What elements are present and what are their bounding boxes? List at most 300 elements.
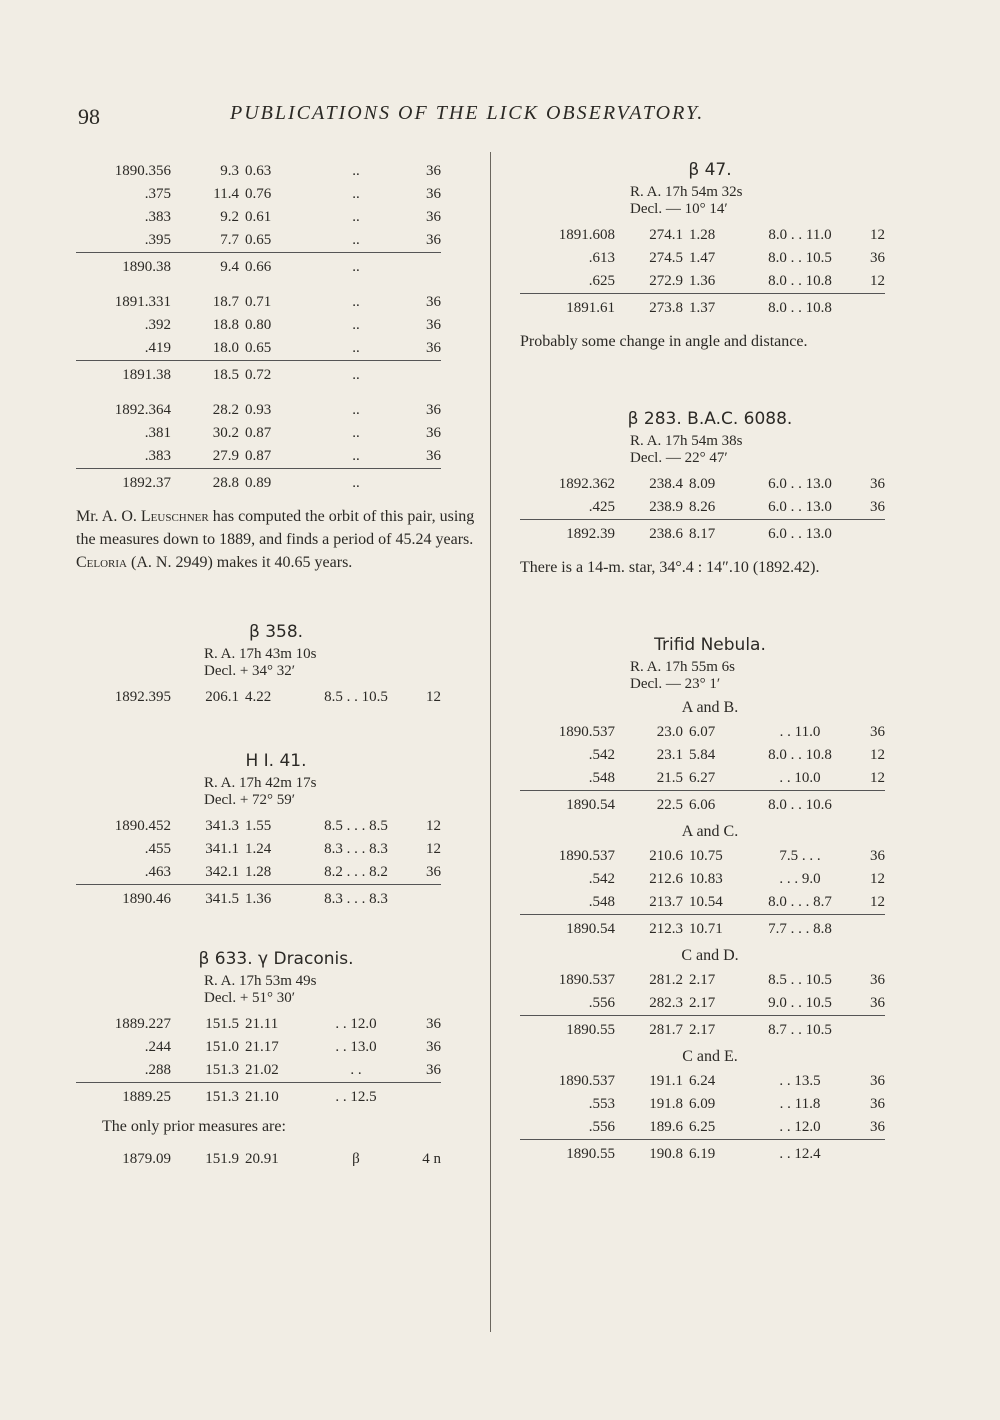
table-row: [76, 291, 441, 314]
nights-cell: 36: [426, 1062, 441, 1078]
magnitude-cell: ..: [301, 253, 411, 280]
measures-table-b47: [520, 224, 885, 320]
table-row: [520, 721, 885, 744]
magnitude-cell: ..: [352, 232, 360, 248]
nights-cell: [855, 915, 885, 942]
distance-cell: 2.17: [683, 1016, 745, 1043]
epoch-cell: 1891.38: [76, 361, 187, 388]
epoch-cell: 1890.356: [114, 163, 171, 179]
angle-cell: 22.5: [631, 791, 683, 818]
table-row: [76, 686, 441, 709]
angle-cell: 238.4: [649, 476, 683, 492]
measures-table-h41: [76, 815, 441, 911]
table-row: [520, 767, 885, 791]
mean-row: [76, 885, 441, 912]
angle-cell: 151.3: [187, 1083, 239, 1110]
distance-cell: 6.24: [689, 1073, 716, 1089]
epoch-cell: 1892.362: [558, 476, 615, 492]
magnitude-cell: ..: [352, 163, 360, 179]
mean-row: [520, 1016, 885, 1043]
angle-cell: 9.4: [187, 253, 239, 280]
nights-cell: 12: [426, 818, 441, 834]
magnitude-cell: 7.7 . . . 8.8: [745, 915, 855, 942]
star-heading-b633: β 633. γ Draconis.: [198, 949, 354, 969]
magnitude-cell: 8.5 . . 10.5: [768, 972, 832, 988]
magnitude-cell: 8.0 . . 11.0: [768, 227, 832, 243]
magnitude-cell: . . 11.8: [779, 1096, 821, 1112]
measures-table-b358: [76, 686, 441, 709]
star-heading-h41: H I. 41.: [245, 751, 307, 771]
epoch-cell: .425: [588, 499, 615, 515]
distance-cell: 6.25: [689, 1119, 716, 1135]
table-row: [520, 496, 885, 520]
distance-cell: 0.66: [239, 253, 301, 280]
epoch-cell: 1891.61: [520, 294, 631, 321]
angle-cell: 341.3: [205, 818, 239, 834]
distance-cell: 0.63: [245, 163, 272, 179]
nights-cell: [411, 469, 441, 496]
magnitude-cell: . . 11.0: [779, 724, 821, 740]
table-row: [520, 224, 885, 247]
angle-cell: 281.7: [631, 1016, 683, 1043]
distance-cell: 1.37: [683, 294, 745, 321]
magnitude-cell: 8.0 . . 10.8: [768, 273, 832, 289]
nights-cell: 36: [870, 1073, 885, 1089]
magnitude-cell: . .: [350, 1062, 362, 1078]
table-row: [520, 992, 885, 1016]
table-row: [520, 247, 885, 270]
distance-cell: 8.26: [689, 499, 716, 515]
magnitude-cell: 8.3 . . . 8.3: [324, 841, 388, 857]
prior-measures-table: [76, 1148, 441, 1171]
nights-cell: 36: [426, 1039, 441, 1055]
table-row: [76, 160, 441, 183]
coords-b633: R. A. 17h 53m 49s Decl. + 51° 30′: [204, 973, 317, 1006]
distance-cell: 1.47: [689, 250, 716, 266]
epoch-cell: 1890.537: [558, 1073, 615, 1089]
epoch-cell: 1890.537: [558, 724, 615, 740]
nights-cell: [855, 520, 885, 547]
nights-cell: [855, 294, 885, 321]
angle-cell: 212.6: [649, 871, 683, 887]
distance-cell: 6.27: [689, 770, 716, 786]
angle-cell: 151.5: [205, 1016, 239, 1032]
distance-cell: 21.17: [245, 1039, 279, 1055]
nights-cell: 12: [870, 747, 885, 763]
epoch-cell: 1890.55: [520, 1016, 631, 1043]
epoch-cell: .463: [144, 864, 171, 880]
table-row: [76, 422, 441, 445]
orbit-paragraph: Mr. A. O. Leuschner has computed the orbit of this pair, using the measures down to 1889, and finds a period of 45.24 years. Celoria (A. N. 2949) makes it 40.65 years.: [76, 508, 475, 571]
measures-table: [76, 160, 441, 495]
magnitude-cell: . . 13.5: [779, 1073, 821, 1089]
epoch-cell: .395: [144, 232, 171, 248]
angle-cell: 151.9: [205, 1151, 239, 1167]
angle-cell: 238.6: [631, 520, 683, 547]
magnitude-cell: . . 12.5: [301, 1083, 411, 1110]
nights-cell: [855, 791, 885, 818]
distance-cell: 0.65: [245, 340, 272, 356]
epoch-cell: 1892.39: [520, 520, 631, 547]
epoch-cell: .542: [588, 747, 615, 763]
mean-row: [520, 915, 885, 942]
distance-cell: 21.10: [239, 1083, 301, 1110]
magnitude-cell: ..: [352, 186, 360, 202]
coords-b283: R. A. 17h 54m 38s Decl. — 22° 47′: [630, 433, 743, 466]
table-row: [76, 399, 441, 422]
magnitude-cell: ..: [352, 209, 360, 225]
nights-cell: [411, 885, 441, 912]
angle-cell: 151.0: [205, 1039, 239, 1055]
magnitude-cell: ..: [352, 340, 360, 356]
magnitude-cell: ..: [352, 402, 360, 418]
coords-h41: R. A. 17h 42m 17s Decl. + 72° 59′: [204, 775, 317, 808]
angle-cell: 28.2: [212, 402, 239, 418]
angle-cell: 212.3: [631, 915, 683, 942]
angle-cell: 9.3: [220, 163, 239, 179]
subhead-c-d: C and D.: [681, 947, 739, 964]
magnitude-cell: 7.5 . . .: [779, 848, 821, 864]
nights-cell: [411, 361, 441, 388]
magnitude-cell: 8.7 . . 10.5: [745, 1016, 855, 1043]
angle-cell: 274.1: [649, 227, 683, 243]
epoch-cell: .613: [588, 250, 615, 266]
distance-cell: 1.55: [245, 818, 272, 834]
epoch-cell: 1890.55: [520, 1140, 631, 1167]
nights-cell: 36: [870, 995, 885, 1011]
angle-cell: 189.6: [649, 1119, 683, 1135]
nights-cell: 36: [870, 972, 885, 988]
angle-cell: 28.8: [187, 469, 239, 496]
epoch-cell: 1890.46: [76, 885, 187, 912]
distance-cell: 10.71: [683, 915, 745, 942]
epoch-cell: 1892.37: [76, 469, 187, 496]
nights-cell: 12: [426, 841, 441, 857]
distance-cell: 8.09: [689, 476, 716, 492]
nights-cell: 12: [426, 689, 441, 705]
nights-cell: 36: [426, 209, 441, 225]
epoch-cell: .244: [144, 1039, 171, 1055]
distance-cell: 10.83: [689, 871, 723, 887]
epoch-cell: 1891.608: [558, 227, 615, 243]
epoch-cell: 1889.25: [76, 1083, 187, 1110]
nights-cell: 36: [870, 499, 885, 515]
distance-cell: 1.24: [245, 841, 272, 857]
angle-cell: 9.2: [220, 209, 239, 225]
table-row: [520, 891, 885, 915]
angle-cell: 274.5: [649, 250, 683, 266]
mean-row: [520, 791, 885, 818]
magnitude-cell: 9.0 . . 10.5: [768, 995, 832, 1011]
table-row: [76, 1013, 441, 1036]
distance-cell: 21.02: [245, 1062, 279, 1078]
nights-cell: 12: [870, 273, 885, 289]
nights-cell: 36: [426, 340, 441, 356]
mean-row: [76, 361, 441, 388]
running-head: PUBLICATIONS OF THE LICK OBSERVATORY.: [230, 102, 705, 124]
angle-cell: 190.8: [631, 1140, 683, 1167]
distance-cell: 0.80: [245, 317, 272, 333]
magnitude-cell: 8.2 . . . 8.2: [324, 864, 388, 880]
measures-table-a-c: [520, 845, 885, 941]
magnitude-cell: 8.0 . . 10.5: [768, 250, 832, 266]
table-row: [520, 969, 885, 992]
angle-cell: 151.3: [205, 1062, 239, 1078]
distance-cell: 0.71: [245, 294, 272, 310]
nights-cell: [855, 1016, 885, 1043]
epoch-cell: 1890.537: [558, 848, 615, 864]
nights-cell: 36: [426, 425, 441, 441]
table-row: [520, 473, 885, 496]
table-row: [76, 838, 441, 861]
note-b47: Probably some change in angle and distance.: [520, 333, 808, 350]
angle-cell: 191.8: [649, 1096, 683, 1112]
angle-cell: 191.1: [649, 1073, 683, 1089]
name-celoria: Celoria: [76, 554, 127, 571]
distance-cell: 0.87: [245, 448, 272, 464]
angle-cell: 7.7: [220, 232, 239, 248]
mean-row: [520, 520, 885, 547]
nights-cell: 36: [426, 864, 441, 880]
angle-cell: 213.7: [649, 894, 683, 910]
distance-cell: 0.76: [245, 186, 272, 202]
table-row: [520, 1116, 885, 1140]
measures-table-c-e: [520, 1070, 885, 1166]
nights-cell: 36: [426, 448, 441, 464]
epoch-cell: 1891.331: [114, 294, 171, 310]
distance-cell: 1.28: [245, 864, 272, 880]
table-row: [76, 229, 441, 253]
nights-cell: 36: [426, 232, 441, 248]
epoch-cell: .419: [144, 340, 171, 356]
distance-cell: 6.09: [689, 1096, 716, 1112]
angle-cell: 18.0: [212, 340, 239, 356]
epoch-cell: 1890.452: [114, 818, 171, 834]
distance-cell: 4.22: [245, 689, 272, 705]
distance-cell: 6.06: [683, 791, 745, 818]
distance-cell: 1.36: [239, 885, 301, 912]
angle-cell: 206.1: [205, 689, 239, 705]
distance-cell: 20.91: [245, 1151, 279, 1167]
nights-cell: 36: [426, 186, 441, 202]
epoch-cell: .383: [144, 209, 171, 225]
angle-cell: 282.3: [649, 995, 683, 1011]
table-row: [76, 183, 441, 206]
row-gap: [76, 387, 441, 399]
angle-cell: 27.9: [212, 448, 239, 464]
table-row: [76, 815, 441, 838]
mean-row: [520, 1140, 885, 1167]
name-leuschner: Leuschner: [140, 508, 209, 525]
distance-cell: 10.54: [689, 894, 723, 910]
note-b283: There is a 14-m. star, 34°.4 : 14″.10 (1892.42).: [520, 559, 820, 576]
magnitude-cell: ..: [301, 361, 411, 388]
magnitude-cell: ..: [352, 294, 360, 310]
angle-cell: 18.8: [212, 317, 239, 333]
nights-cell: 36: [870, 724, 885, 740]
table-row: [520, 1093, 885, 1116]
epoch-cell: .288: [144, 1062, 171, 1078]
distance-cell: 1.28: [689, 227, 716, 243]
coords-trifid: R. A. 17h 55m 6s Decl. — 23° 1′: [630, 659, 736, 692]
table-row: [520, 1070, 885, 1093]
magnitude-cell: . . 12.0: [779, 1119, 821, 1135]
nights-cell: 36: [426, 163, 441, 179]
epoch-cell: .625: [588, 273, 615, 289]
nights-cell: 36: [426, 317, 441, 333]
nights-cell: 4 n: [422, 1151, 441, 1167]
epoch-cell: .375: [144, 186, 171, 202]
magnitude-cell: 8.5 . . . 8.5: [324, 818, 388, 834]
subhead-c-e: C and E.: [682, 1048, 738, 1065]
angle-cell: 341.1: [205, 841, 239, 857]
distance-cell: 0.89: [239, 469, 301, 496]
coords-b47: R. A. 17h 54m 32s Decl. — 10° 14′: [630, 184, 743, 217]
magnitude-cell: 8.5 . . 10.5: [324, 689, 388, 705]
magnitude-cell: 8.0 . . 10.6: [745, 791, 855, 818]
distance-cell: 10.75: [689, 848, 723, 864]
magnitude-cell: . . 12.4: [745, 1140, 855, 1167]
nights-cell: 36: [426, 402, 441, 418]
epoch-cell: .383: [144, 448, 171, 464]
table-row: [76, 314, 441, 337]
star-heading-b283: β 283. B.A.C. 6088.: [627, 409, 793, 429]
magnitude-cell: 6.0 . . 13.0: [745, 520, 855, 547]
epoch-cell: .455: [144, 841, 171, 857]
magnitude-cell: . . 12.0: [335, 1016, 377, 1032]
magnitude-cell: 8.0 . . . 8.7: [768, 894, 832, 910]
star-heading-trifid: Trifid Nebula.: [654, 635, 766, 655]
nights-cell: [411, 1083, 441, 1110]
mean-row: [520, 294, 885, 321]
epoch-cell: 1879.09: [122, 1151, 171, 1167]
page-number: 98: [78, 104, 100, 129]
nights-cell: 12: [870, 770, 885, 786]
left-column: [76, 160, 476, 1171]
epoch-cell: 1890.537: [558, 972, 615, 988]
nights-cell: 12: [870, 894, 885, 910]
coords-b358: R. A. 17h 43m 10s Decl. + 34° 32′: [204, 646, 317, 679]
prior-note: The only prior measures are:: [102, 1118, 286, 1135]
epoch-cell: .548: [588, 894, 615, 910]
magnitude-cell: . . 13.0: [335, 1039, 377, 1055]
measures-table-a-b: [520, 721, 885, 817]
nights-cell: 12: [870, 871, 885, 887]
epoch-cell: .542: [588, 871, 615, 887]
distance-cell: 2.17: [689, 995, 716, 1011]
epoch-cell: .548: [588, 770, 615, 786]
nights-cell: 36: [870, 476, 885, 492]
measures-table-b633: [76, 1013, 441, 1109]
distance-cell: 0.65: [245, 232, 272, 248]
nights-cell: 36: [426, 1016, 441, 1032]
magnitude-cell: ..: [301, 469, 411, 496]
distance-cell: 0.72: [239, 361, 301, 388]
table-row: [76, 445, 441, 469]
magnitude-cell: . . 10.0: [779, 770, 821, 786]
epoch-cell: 1892.395: [114, 689, 171, 705]
magnitude-cell: . . . 9.0: [779, 871, 821, 887]
distance-cell: 21.11: [245, 1016, 279, 1032]
distance-cell: 1.36: [689, 273, 716, 289]
mean-row: [76, 1083, 441, 1110]
table-row: [76, 206, 441, 229]
column-divider: [490, 152, 491, 1332]
angle-cell: 30.2: [212, 425, 239, 441]
distance-cell: 8.17: [683, 520, 745, 547]
nights-cell: 36: [870, 1119, 885, 1135]
angle-cell: 341.5: [187, 885, 239, 912]
nights-cell: 36: [426, 294, 441, 310]
angle-cell: 272.9: [649, 273, 683, 289]
distance-cell: 6.19: [683, 1140, 745, 1167]
angle-cell: 342.1: [205, 864, 239, 880]
epoch-cell: 1890.54: [520, 791, 631, 818]
epoch-cell: .556: [588, 1119, 615, 1135]
magnitude-cell: ..: [352, 425, 360, 441]
angle-cell: 11.4: [213, 186, 239, 202]
table-row: [520, 744, 885, 767]
distance-cell: 0.61: [245, 209, 272, 225]
angle-cell: 273.8: [631, 294, 683, 321]
mean-row: [76, 253, 441, 280]
table-row: [520, 270, 885, 294]
angle-cell: 18.7: [212, 294, 239, 310]
distance-cell: 5.84: [689, 747, 716, 763]
right-column: [520, 160, 900, 1166]
subhead-a-b: A and B.: [681, 699, 739, 716]
magnitude-cell: β: [352, 1151, 360, 1167]
row-gap: [76, 279, 441, 291]
angle-cell: 281.2: [649, 972, 683, 988]
angle-cell: 18.5: [187, 361, 239, 388]
epoch-cell: .556: [588, 995, 615, 1011]
magnitude-cell: 6.0 . . 13.0: [768, 499, 832, 515]
table-row: [76, 1059, 441, 1083]
epoch-cell: .392: [144, 317, 171, 333]
epoch-cell: .553: [588, 1096, 615, 1112]
nights-cell: [411, 253, 441, 280]
distance-cell: 6.07: [689, 724, 716, 740]
magnitude-cell: ..: [352, 448, 360, 464]
measures-table-c-d: [520, 969, 885, 1042]
magnitude-cell: 8.0 . . 10.8: [745, 294, 855, 321]
nights-cell: [855, 1140, 885, 1167]
table-row: [76, 1148, 441, 1171]
table-row: [76, 861, 441, 885]
nights-cell: 12: [870, 227, 885, 243]
distance-cell: 0.87: [245, 425, 272, 441]
star-heading-b358: β 358.: [248, 622, 304, 642]
angle-cell: 23.0: [656, 724, 683, 740]
epoch-cell: 1889.227: [114, 1016, 171, 1032]
distance-cell: 0.93: [245, 402, 272, 418]
nights-cell: 36: [870, 1096, 885, 1112]
mean-row: [76, 469, 441, 496]
magnitude-cell: 8.0 . . 10.8: [768, 747, 832, 763]
distance-cell: 2.17: [689, 972, 716, 988]
table-row: [76, 337, 441, 361]
magnitude-cell: 6.0 . . 13.0: [768, 476, 832, 492]
table-row: [520, 845, 885, 868]
magnitude-cell: ..: [352, 317, 360, 333]
angle-cell: 23.1: [656, 747, 683, 763]
table-row: [76, 1036, 441, 1059]
nights-cell: 36: [870, 848, 885, 864]
epoch-cell: .381: [144, 425, 171, 441]
table-row: [520, 868, 885, 891]
measures-table-b283: [520, 473, 885, 546]
